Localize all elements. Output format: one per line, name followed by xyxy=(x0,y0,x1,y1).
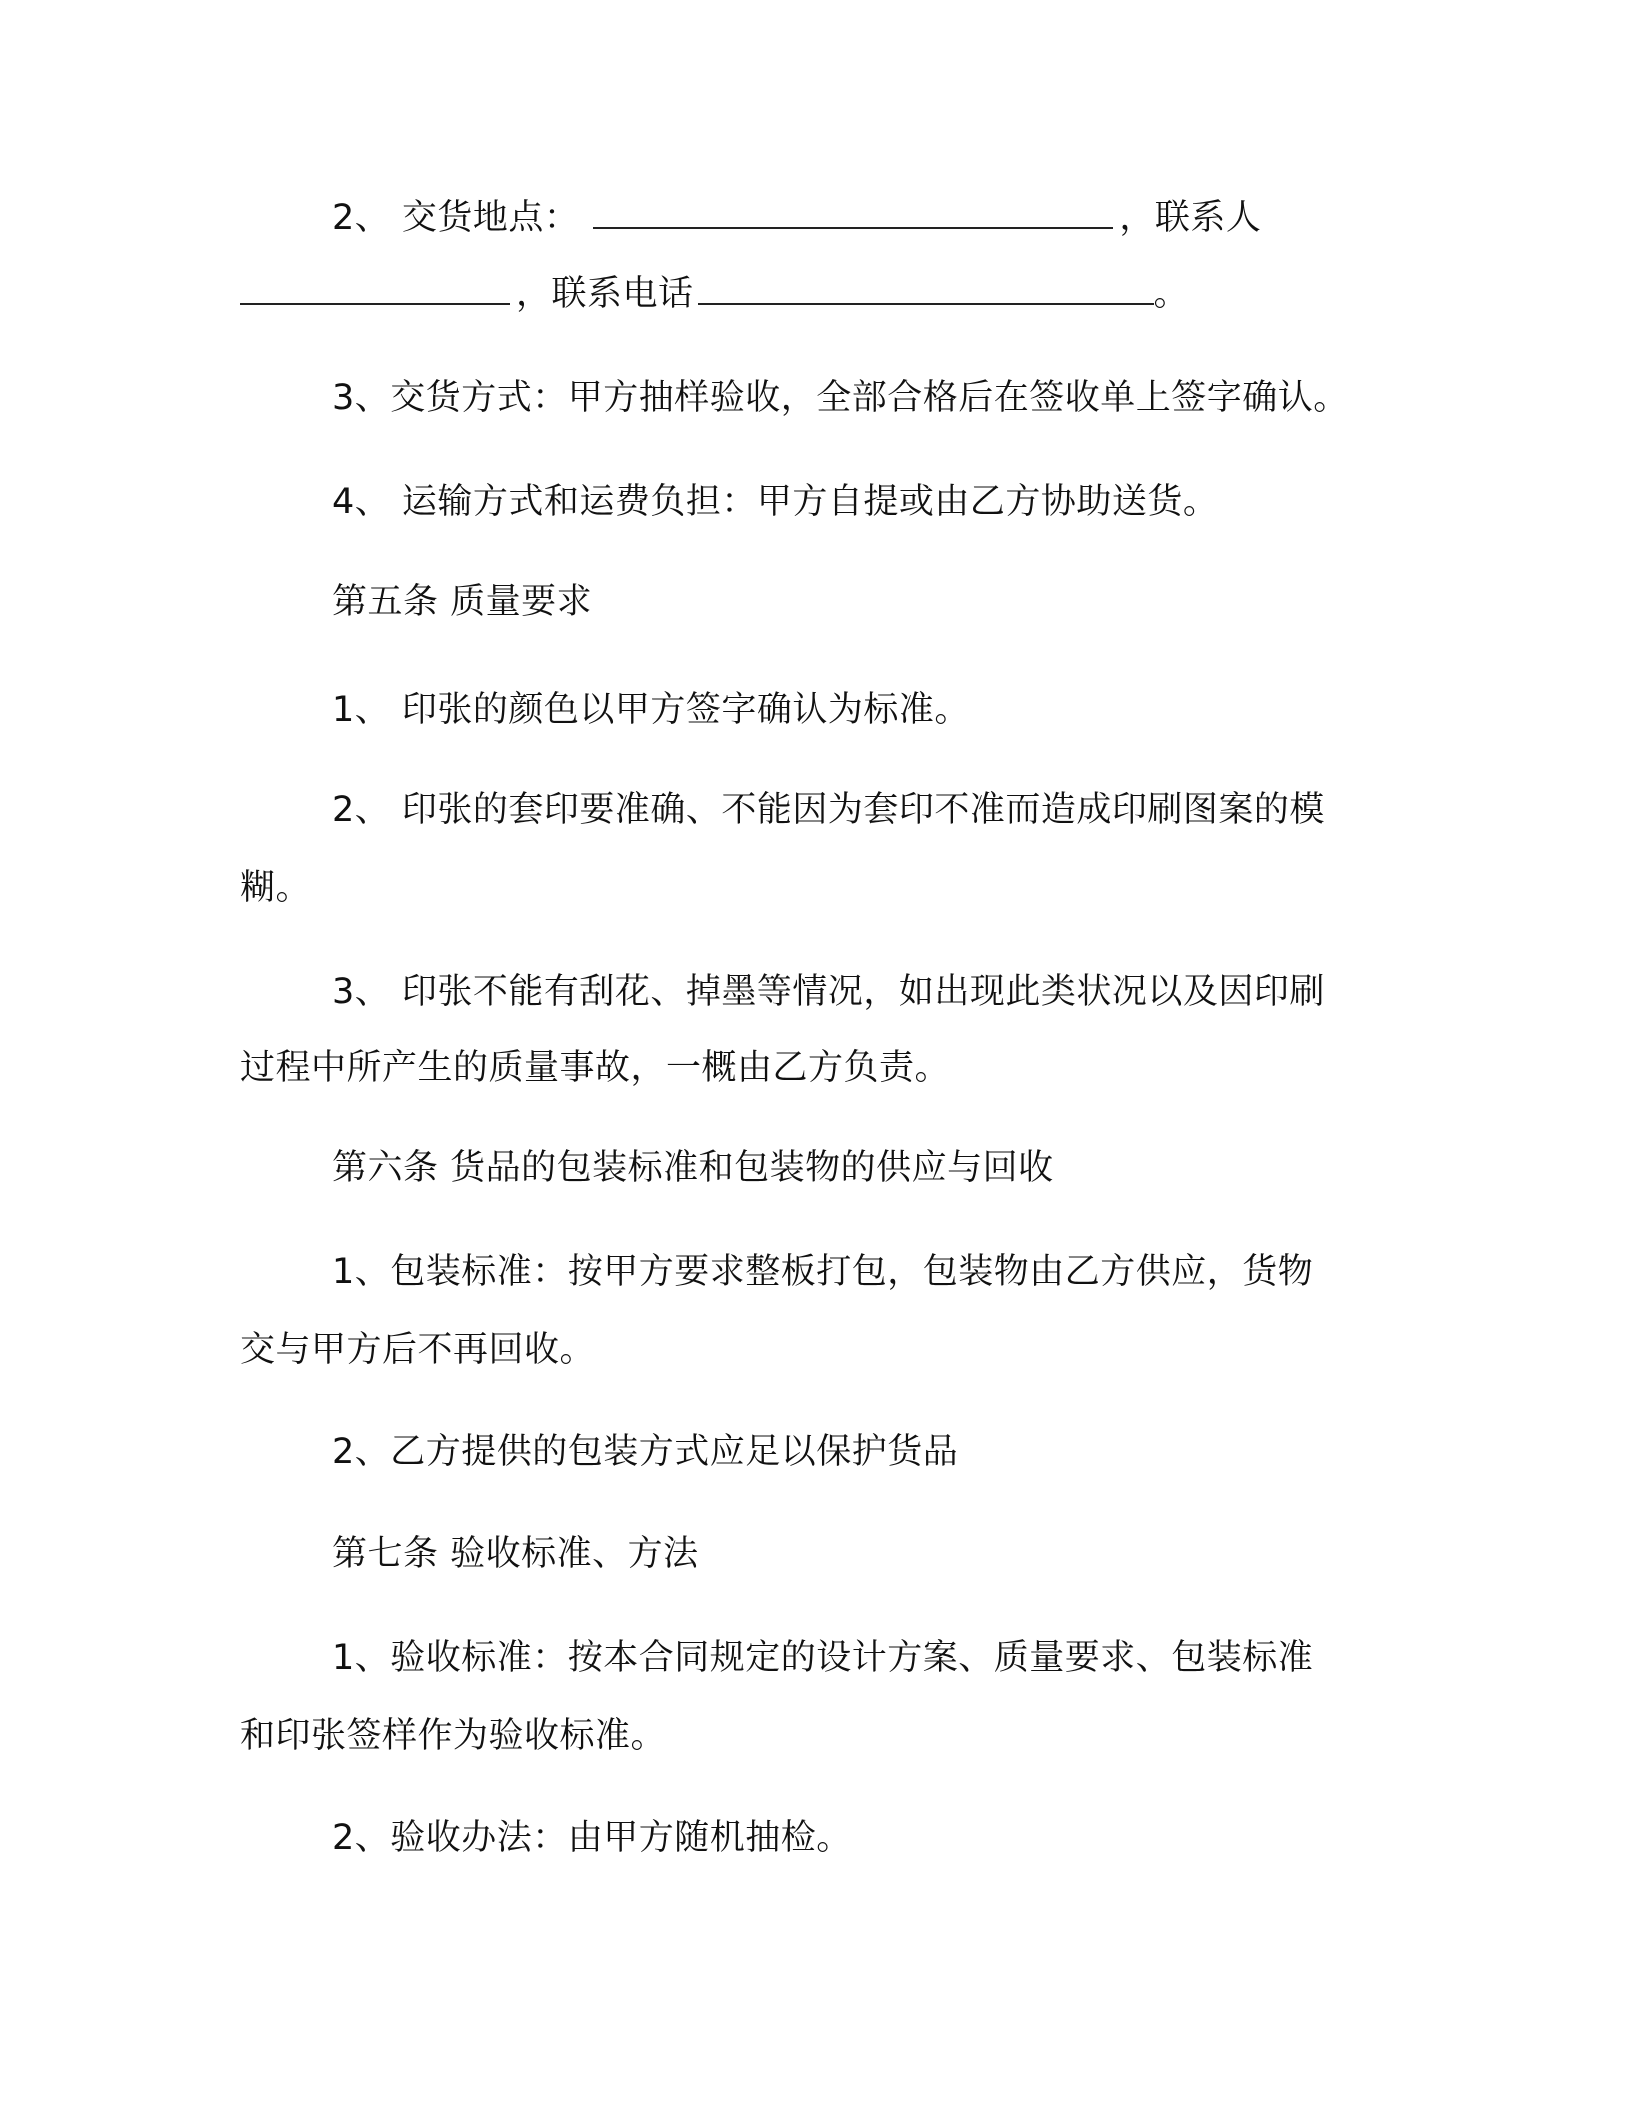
delivery-location-blank[interactable] xyxy=(593,197,1113,229)
article-six-heading: 第六条 货品的包装标准和包装物的供应与回收 xyxy=(332,1148,1054,1188)
clause-no-scratches-cont: 过程中所产生的质量事故，一概由乙方负责。 xyxy=(240,1048,951,1088)
delivery-location-line xyxy=(240,196,1261,240)
contact-person-blank[interactable] xyxy=(240,273,510,305)
clause-acceptance-standard-cont: 和印张签样作为验收标准。 xyxy=(240,1716,667,1756)
contact-line-end: 。 xyxy=(1153,274,1190,314)
clause-transport: 4、 运输方式和运费负担：甲方自提或由乙方协助送货。 xyxy=(332,482,1219,522)
article-seven-heading: 第七条 验收标准、方法 xyxy=(332,1534,699,1574)
article-five-heading: 第五条 质量要求 xyxy=(332,582,593,622)
clause-delivery-method: 3、交货方式：甲方抽样验收，全部合格后在签收单上签字确认。 xyxy=(332,378,1349,418)
contact-line xyxy=(240,272,1189,316)
delivery-location-label: 2、 交货地点： xyxy=(332,198,580,238)
clause-registration-cont: 糊。 xyxy=(240,868,312,908)
clause-acceptance-method: 2、验收办法：由甲方随机抽检。 xyxy=(332,1818,852,1858)
clause-registration: 2、 印张的套印要准确、不能因为套印不准而造成印刷图案的模 xyxy=(332,790,1325,830)
clause-no-scratches: 3、 印张不能有刮花、掉墨等情况，如出现此类状况以及因印刷 xyxy=(332,972,1325,1012)
contact-person-label: ，联系人 xyxy=(1119,198,1262,238)
clause-packing-standard-cont: 交与甲方后不再回收。 xyxy=(240,1330,596,1370)
clause-color-standard: 1、 印张的颜色以甲方签字确认为标准。 xyxy=(332,690,970,730)
contact-phone-blank[interactable] xyxy=(698,273,1154,305)
clause-acceptance-standard: 1、验收标准：按本合同规定的设计方案、质量要求、包装标准 xyxy=(332,1638,1314,1678)
clause-packing-method: 2、乙方提供的包装方式应足以保护货品 xyxy=(332,1432,959,1472)
clause-packing-standard: 1、包装标准：按甲方要求整板打包，包装物由乙方供应，货物 xyxy=(332,1252,1314,1292)
contact-phone-label: ，联系电话 xyxy=(516,274,694,314)
